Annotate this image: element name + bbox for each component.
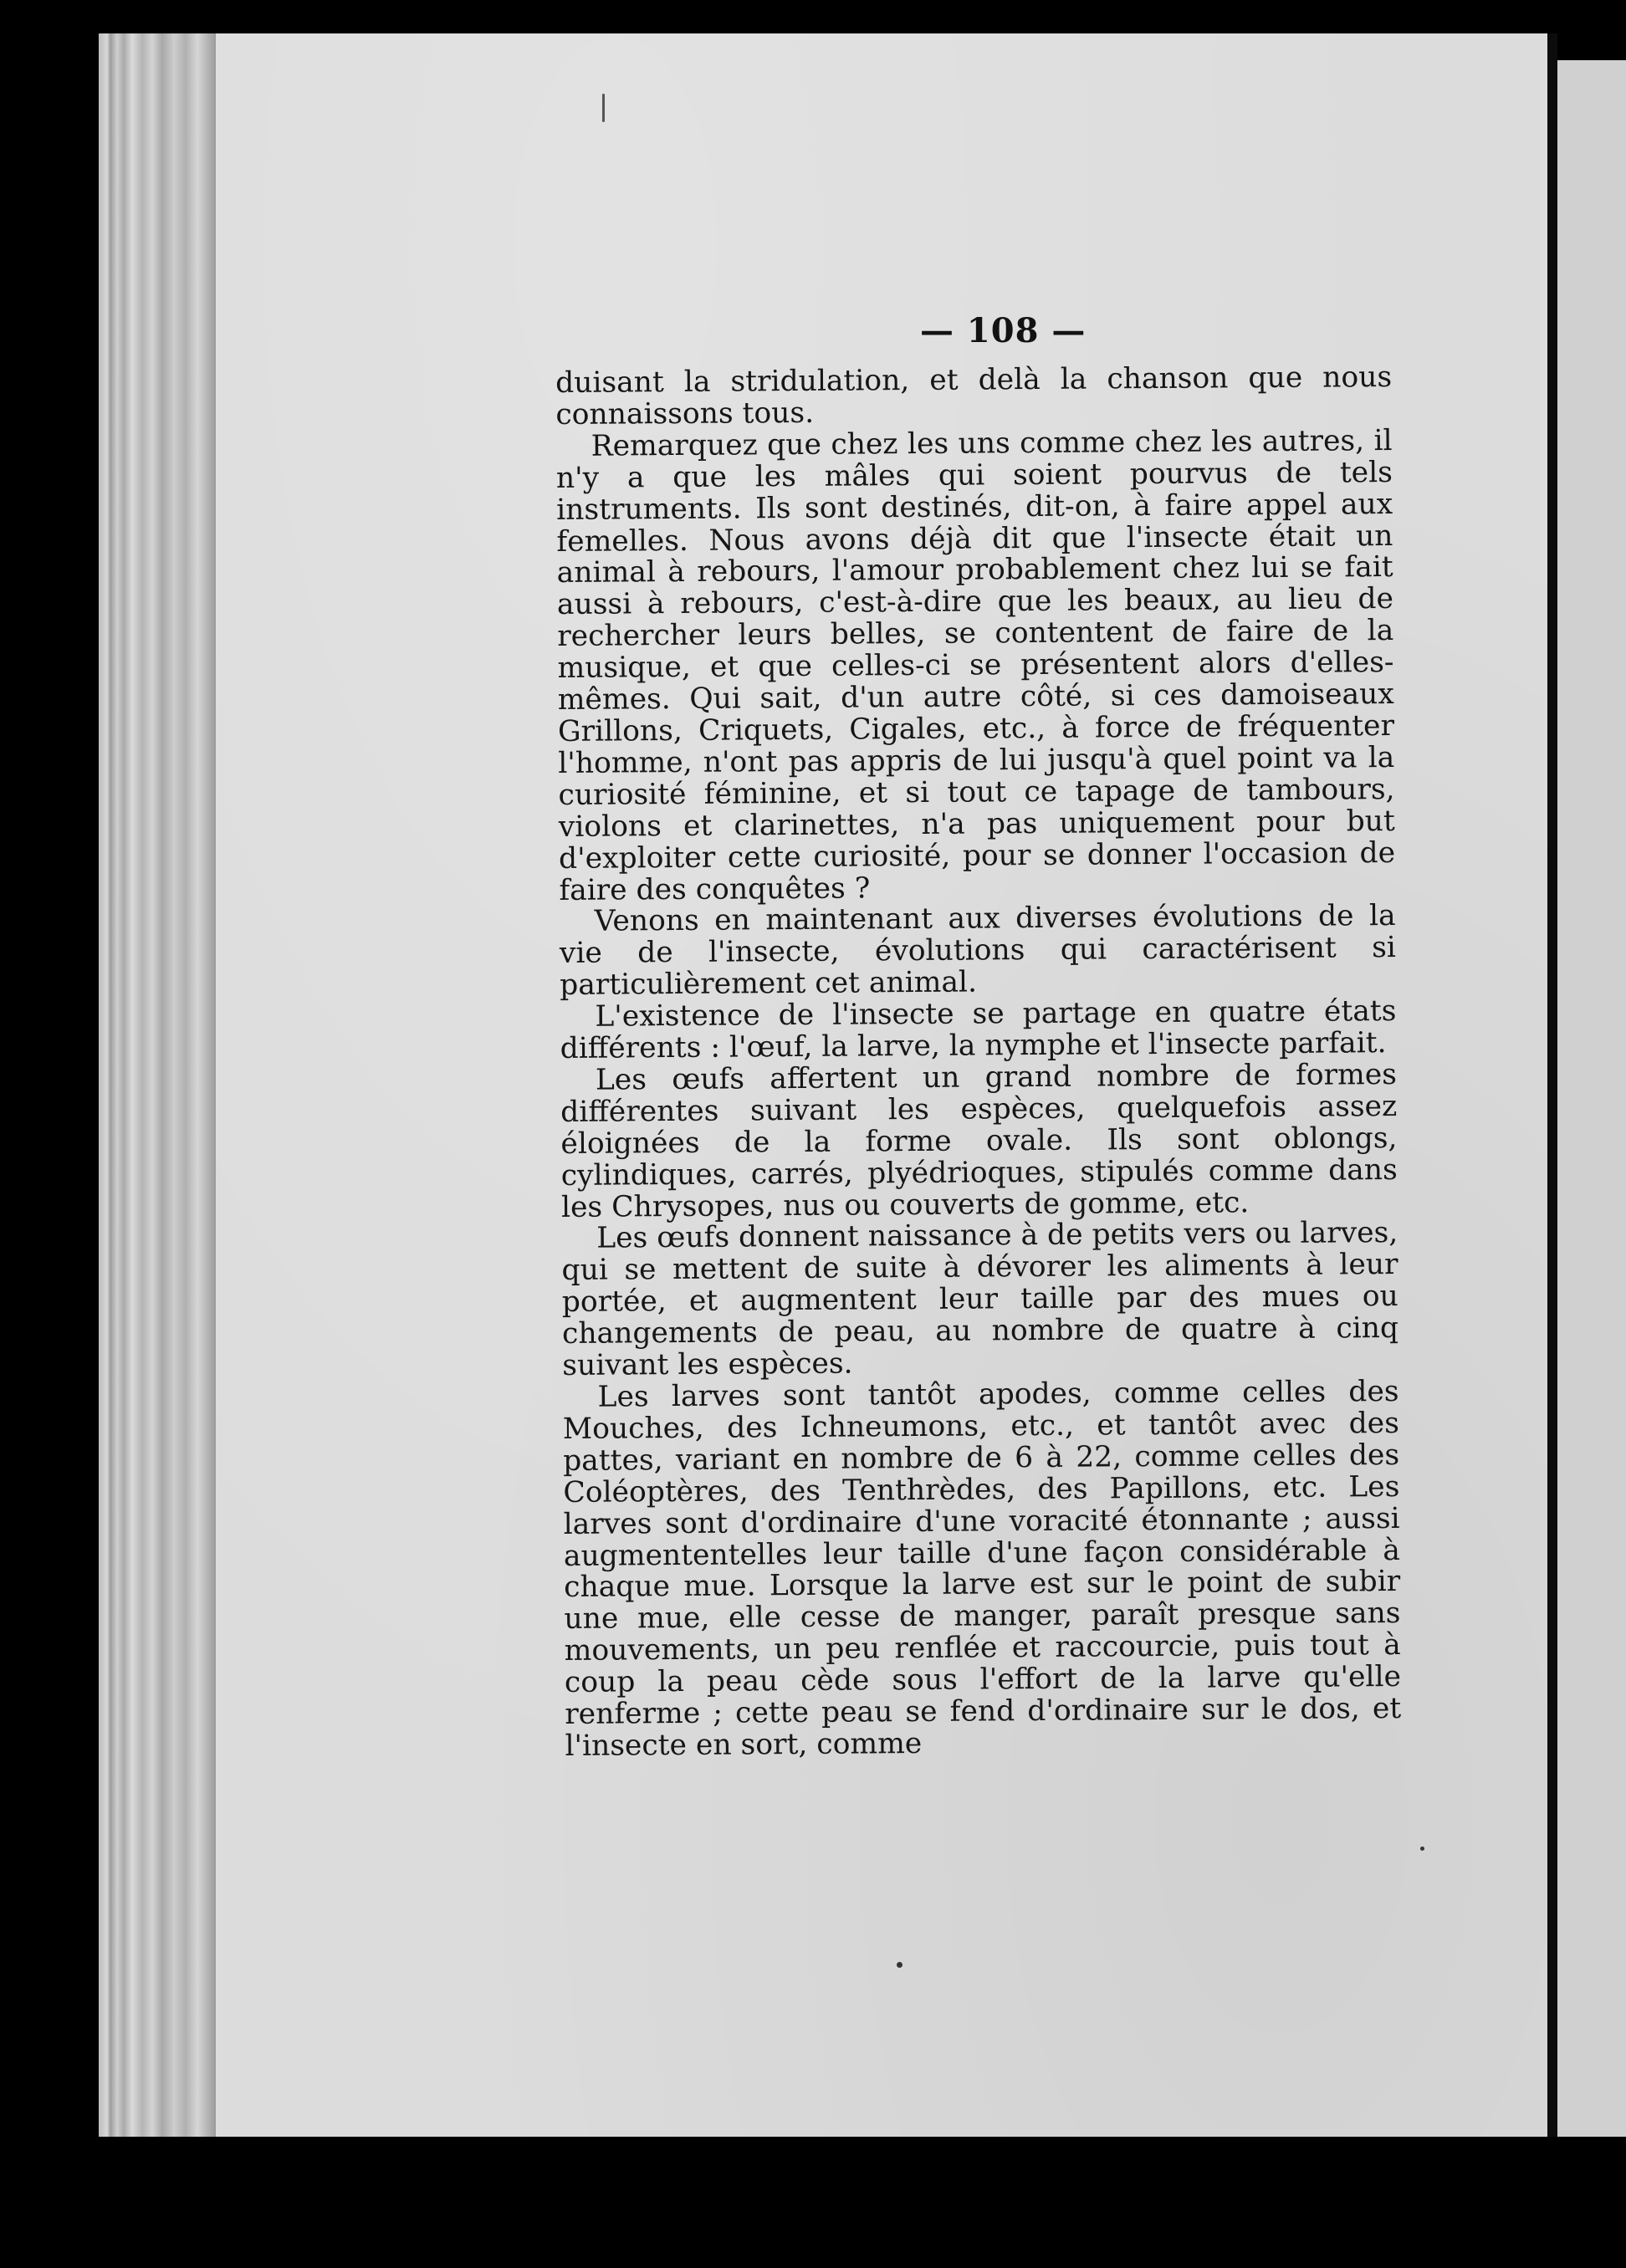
page-number: — 108 — (920, 311, 1087, 350)
paragraph: Les larves sont tantôt apodes, comme celles des Mouches, des Ichneumons, etc., et tantôt avec des pattes, variant en nombre de 6 à 22, comme celles des Coléoptères, des Tenthrèdes, des Papillons, etc. Les larves sont d'ordinaire d'une voracité étonnante ; aussi augmententelles leur taille d'une façon considérable à chaque mue. Lorsque la larve est sur le point de subir une mue, elle cesse de manger, paraît presque sans mouvements, un peu renflée et raccourcie, puis tout à coup la peau cède sous l'effort de la larve qu'elle renferme ; cette peau se fend d'ordinaire sur le dos, et l'insecte en sort, comme (562, 1374, 1402, 1763)
paragraph: Les œufs affertent un grand nombre de formes différentes suivant les espèces, quelquefois assez éloignées de la forme ovale. Ils sont oblongs, cylindiques, carrés, plyédrioques, stipulés comme dans les Chrysopes, nus ou couverts de gomme, etc. (560, 1057, 1398, 1224)
ink-speck (602, 94, 605, 122)
paragraph: duisant la stridulation, et delà la chanson que nous connaissons tous. (555, 360, 1393, 432)
ink-speck (897, 1962, 902, 1968)
page-edges (99, 33, 216, 2137)
body-text (555, 362, 1402, 1763)
facing-page (1557, 60, 1626, 2137)
paragraph: L'existence de l'insecte se partage en quatre états différents : l'œuf, la larve, la nymphe et l'insecte parfait. (560, 994, 1397, 1066)
book-gutter (1547, 33, 1557, 2137)
ink-speck (1420, 1847, 1424, 1851)
paragraph: Venons en maintenant aux diverses évolutions de la vie de l'insecte, évolutions qui caractérisent si particulièrement cet animal. (559, 899, 1397, 1003)
paragraph: Remarquez que chez les uns comme chez les autres, il n'y a que les mâles qui soient pourvus de tels instruments. Ils sont destinés, dit-on, à faire appel aux femelles. Nous avons déjà dit que l'insecte était un animal à rebours, l'amour probablement chez lui se fait aussi à rebours, c'est-à-dire que les beaux, au lieu de rechercher leurs belles, se contentent de faire de la musique, et que celles-ci se présentent alors d'elles-mêmes. Qui sait, d'un autre côté, si ces damoiseaux Grillons, Criquets, Cigales, etc., à force de fréquenter l'homme, n'ont pas appris de lui jusqu'à quel point va la curiosité féminine, et si tout ce tapage de tambours, violons et clarinettes, n'a pas uniquement pour but d'exploiter cette curiosité, pour se donner l'occasion de faire des conquêtes ? (555, 423, 1396, 907)
paragraph: Les œufs donnent naissance à de petits vers ou larves, qui se mettent de suite à dévorer les aliments à leur portée, et augmentent leur taille par des mues ou changements de peau, au nombre de quatre à cinq suivant les espèces. (561, 1216, 1399, 1383)
